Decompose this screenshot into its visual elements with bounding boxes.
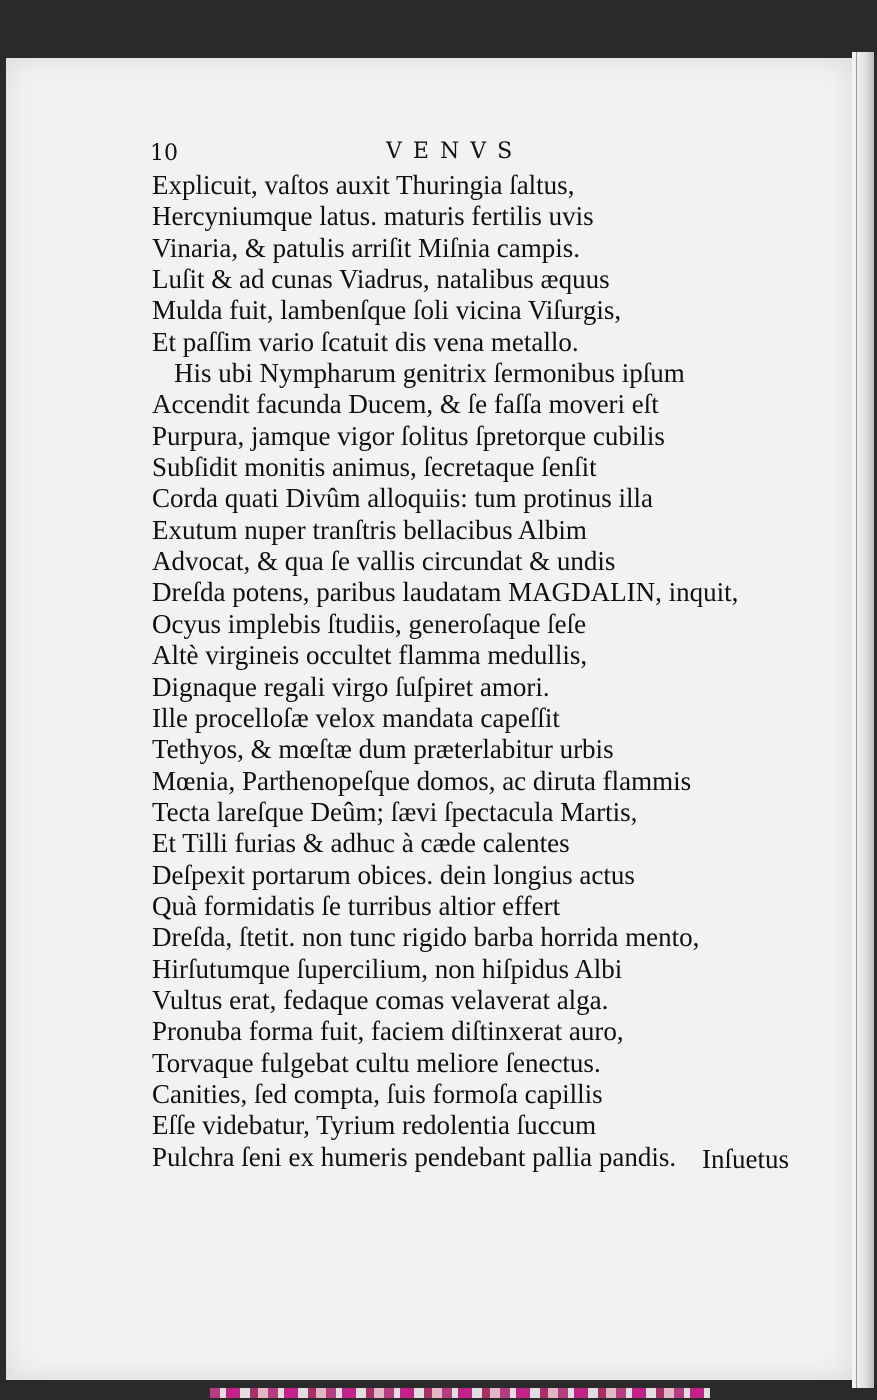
verse-line: Torvaque fulgebat cultu meliore ſenectus.: [152, 1047, 601, 1078]
verse-line: Et paſſim vario ſcatuit dis vena metallo.: [152, 326, 579, 357]
verse-line: Et Tilli furias & adhuc à cæde calentes: [152, 828, 570, 859]
verse-text: [152, 170, 802, 1173]
verse-line: Luſit & ad cunas Viadrus, natalibus æquus: [152, 264, 610, 295]
color-calibration-strip: [210, 1388, 710, 1398]
verse-line: Pulchra ſeni ex humeris pendebant pallia pandis.: [152, 1141, 677, 1172]
verse-line: Ille procelloſæ velox mandata capeſſit: [152, 702, 560, 733]
verse-line: Canities, ſed compta, ſuis formoſa capillis: [152, 1078, 603, 1109]
verse-line: Subſidit monitis animus, ſecretaque ſenſit: [152, 452, 597, 483]
verse-line: Deſpexit portarum obices. dein longius actus: [152, 859, 635, 890]
verse-line: Dreſda potens, paribus laudatam MAGDALIN, inquit,: [152, 577, 739, 608]
running-head: [150, 141, 790, 169]
verse-line: Mulda fuit, lambenſque ſoli vicina Viſurgis,: [152, 295, 622, 326]
verse-line: Altè virgineis occultet flamma medullis,: [152, 640, 588, 671]
verse-line: Vinaria, & patulis arriſit Miſnia campis.: [152, 232, 581, 263]
verse-line: His ubi Nympharum genitrix ſermonibus ipſum: [174, 358, 685, 389]
verse-line: Purpura, jamque vigor ſolitus ſpretorque cubilis: [152, 420, 665, 451]
page-edge: [852, 52, 874, 1388]
catchword: Inſuetus: [702, 1144, 789, 1174]
verse-line: Dignaque regali virgo ſuſpiret amori.: [152, 671, 550, 702]
verse-line: Exutum nuper tranſtris bellacibus Albim: [152, 514, 587, 545]
verse-line: Eſſe videbatur, Tyrium redolentia ſuccum: [152, 1110, 597, 1141]
verse-line: Tethyos, & mœſtæ dum præterlabitur urbis: [152, 734, 614, 765]
page-number: 10: [150, 141, 178, 166]
running-title: VENVS: [386, 139, 524, 164]
verse-line: Hirſutumque ſupercilium, non hiſpidus Albi: [152, 953, 623, 984]
verse-line: Quà formidatis ſe turribus altior effert: [152, 890, 561, 921]
verse-line: Dreſda, ſtetit. non tunc rigido barba horrida mento,: [152, 922, 700, 953]
verse-line: Tecta lareſque Deûm; ſævi ſpectacula Martis,: [152, 796, 638, 827]
verse-line: Corda quati Divûm alloquiis: tum protinus illa: [152, 483, 653, 514]
verse-line: Accendit facunda Ducem, & ſe faſſa moveri eſt: [152, 389, 659, 420]
verse-line: Vultus erat, fedaque comas velaverat alga.: [152, 984, 609, 1015]
verse-line: Advocat, & qua ſe vallis circundat & undis: [152, 546, 616, 577]
verse-line: Hercyniumque latus. maturis fertilis uvis: [152, 201, 594, 232]
verse-line: Ocyus implebis ſtudiis, generoſaque ſeſe: [152, 608, 587, 639]
verse-line: Mœnia, Parthenopeſque domos, ac diruta flammis: [152, 765, 692, 796]
verse-line: Pronuba forma fuit, faciem diſtinxerat auro,: [152, 1016, 624, 1047]
verse-line: Explicuit, vaſtos auxit Thuringia ſaltus,: [152, 170, 575, 200]
